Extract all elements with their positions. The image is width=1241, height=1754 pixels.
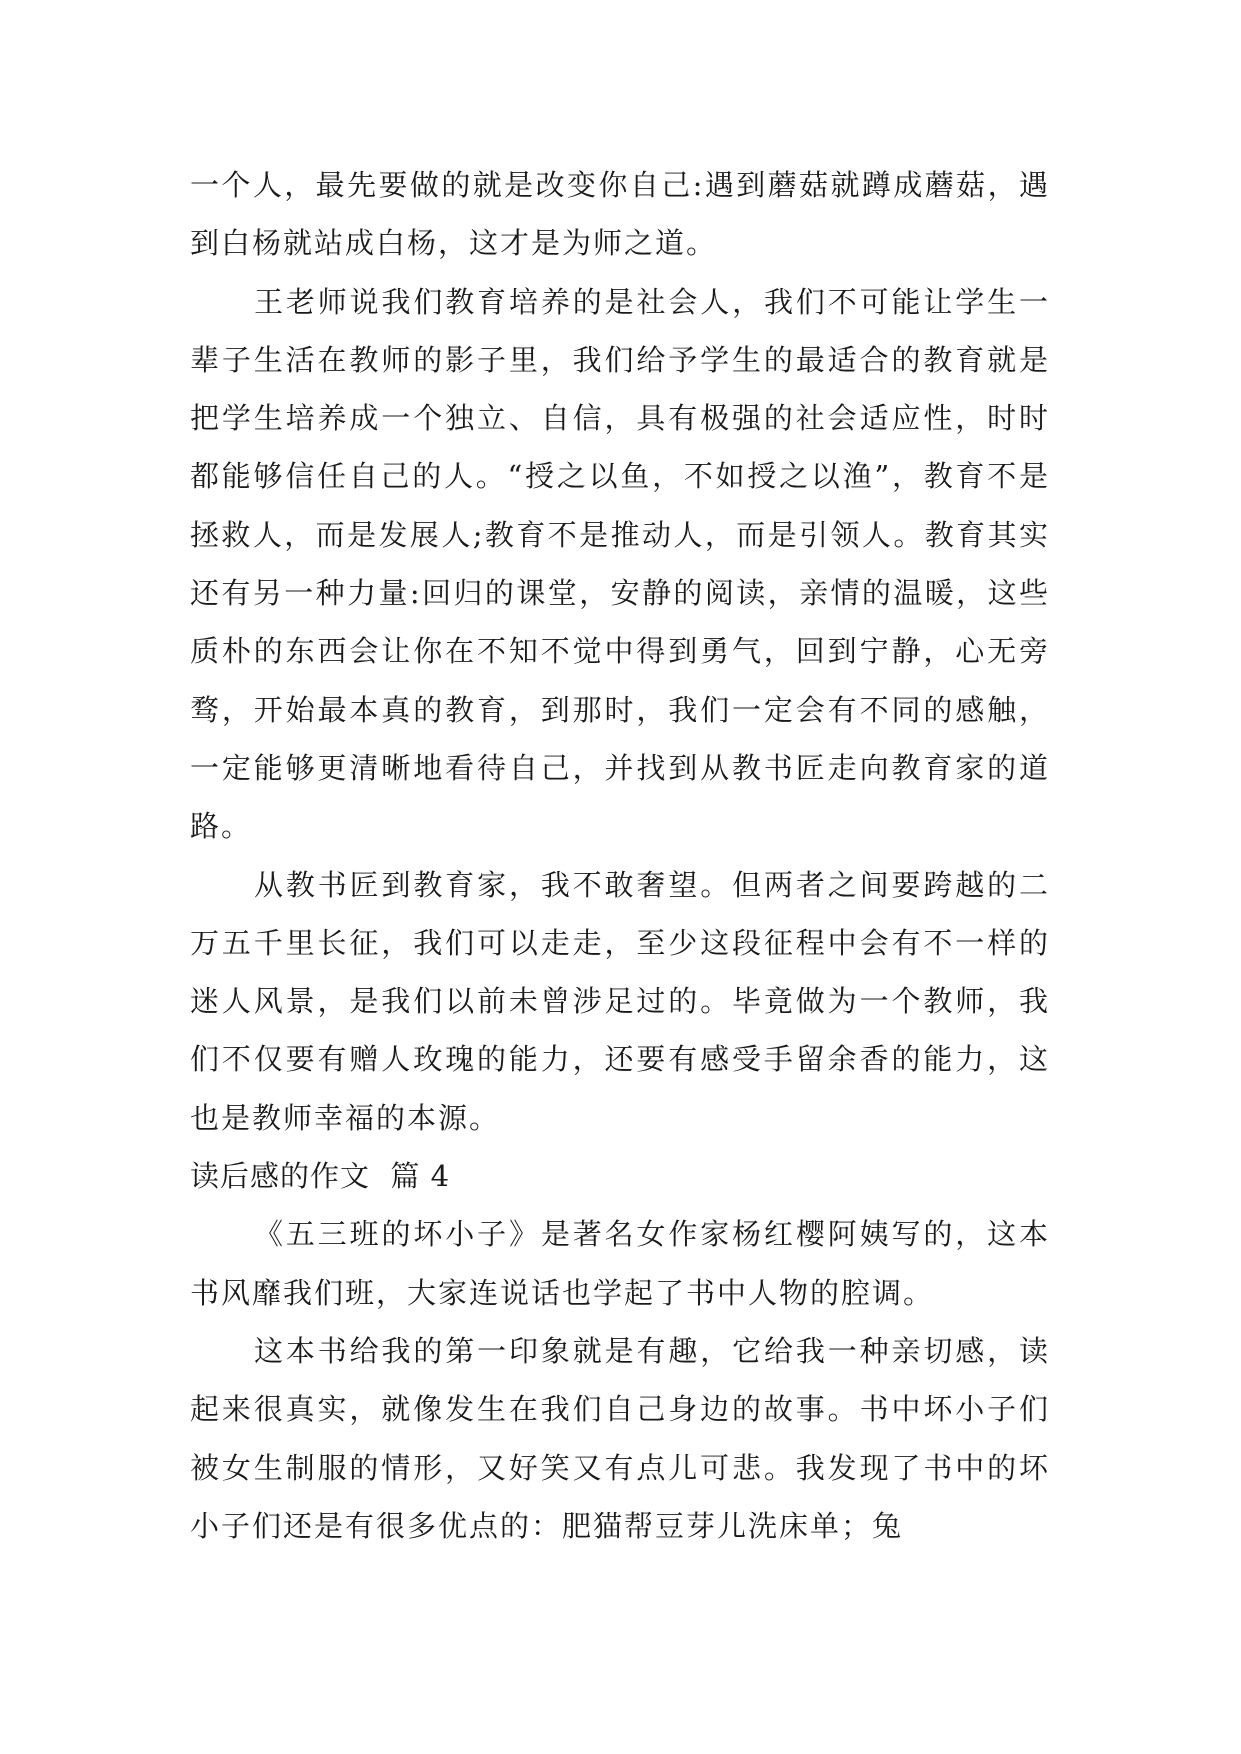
- paragraph-4: 《五三班的坏小子》是著名女作家杨红樱阿姨写的，这本书风靡我们班，大家连说话也学起了书中人物的腔调。: [190, 1217, 1050, 1310]
- paragraph-3: 从教书匠到教育家，我不敢奢望。但两者之间要跨越的二万五千里长征，我们可以走走，至少这段征程中会有不一样的迷人风景，是我们以前未曾涉足过的。毕竟做为一个教师，我们不仅要有赠人玫瑰的能力，还要有感受手留余香的能力，这也是教师幸福的本源。: [190, 867, 1050, 1135]
- paragraph-1: 一个人，最先要做的就是改变你自己:遇到蘑菇就蹲成蘑菇，遇到白杨就站成白杨，这才是为师之道。: [190, 168, 1050, 261]
- document-body: [190, 156, 1050, 1555]
- paragraph-5: 这本书给我的第一印象就是有趣，它给我一种亲切感，读起来很真实，就像发生在我们自己身边的故事。书中坏小子们被女生制服的情形，又好笑又有点儿可悲。我发现了书中的坏小子们还是有很多优点的：肥猫帮豆芽儿洗床单；兔: [190, 1333, 1050, 1543]
- paragraph-2: 王老师说我们教育培养的是社会人，我们不可能让学生一辈子生活在教师的影子里，我们给予学生的最适合的教育就是把学生培养成一个独立、自信，具有极强的社会适应性，时时都能够信任自己的人。“授之以鱼，不如授之以渔”，教育不是拯救人，而是发展人;教育不是推动人，而是引领人。教育其实还有另一种力量:回归的课堂，安静的阅读，亲情的温暖，这些质朴的东西会让你在不知不觉中得到勇气，回到宁静，心无旁骛，开始最本真的教育，到那时，我们一定会有不同的感触，一定能够更清晰地看待自己，并找到从教书匠走向教育家的道路。: [190, 284, 1050, 844]
- section-heading: 读后感的作文 篇 4: [190, 1159, 451, 1194]
